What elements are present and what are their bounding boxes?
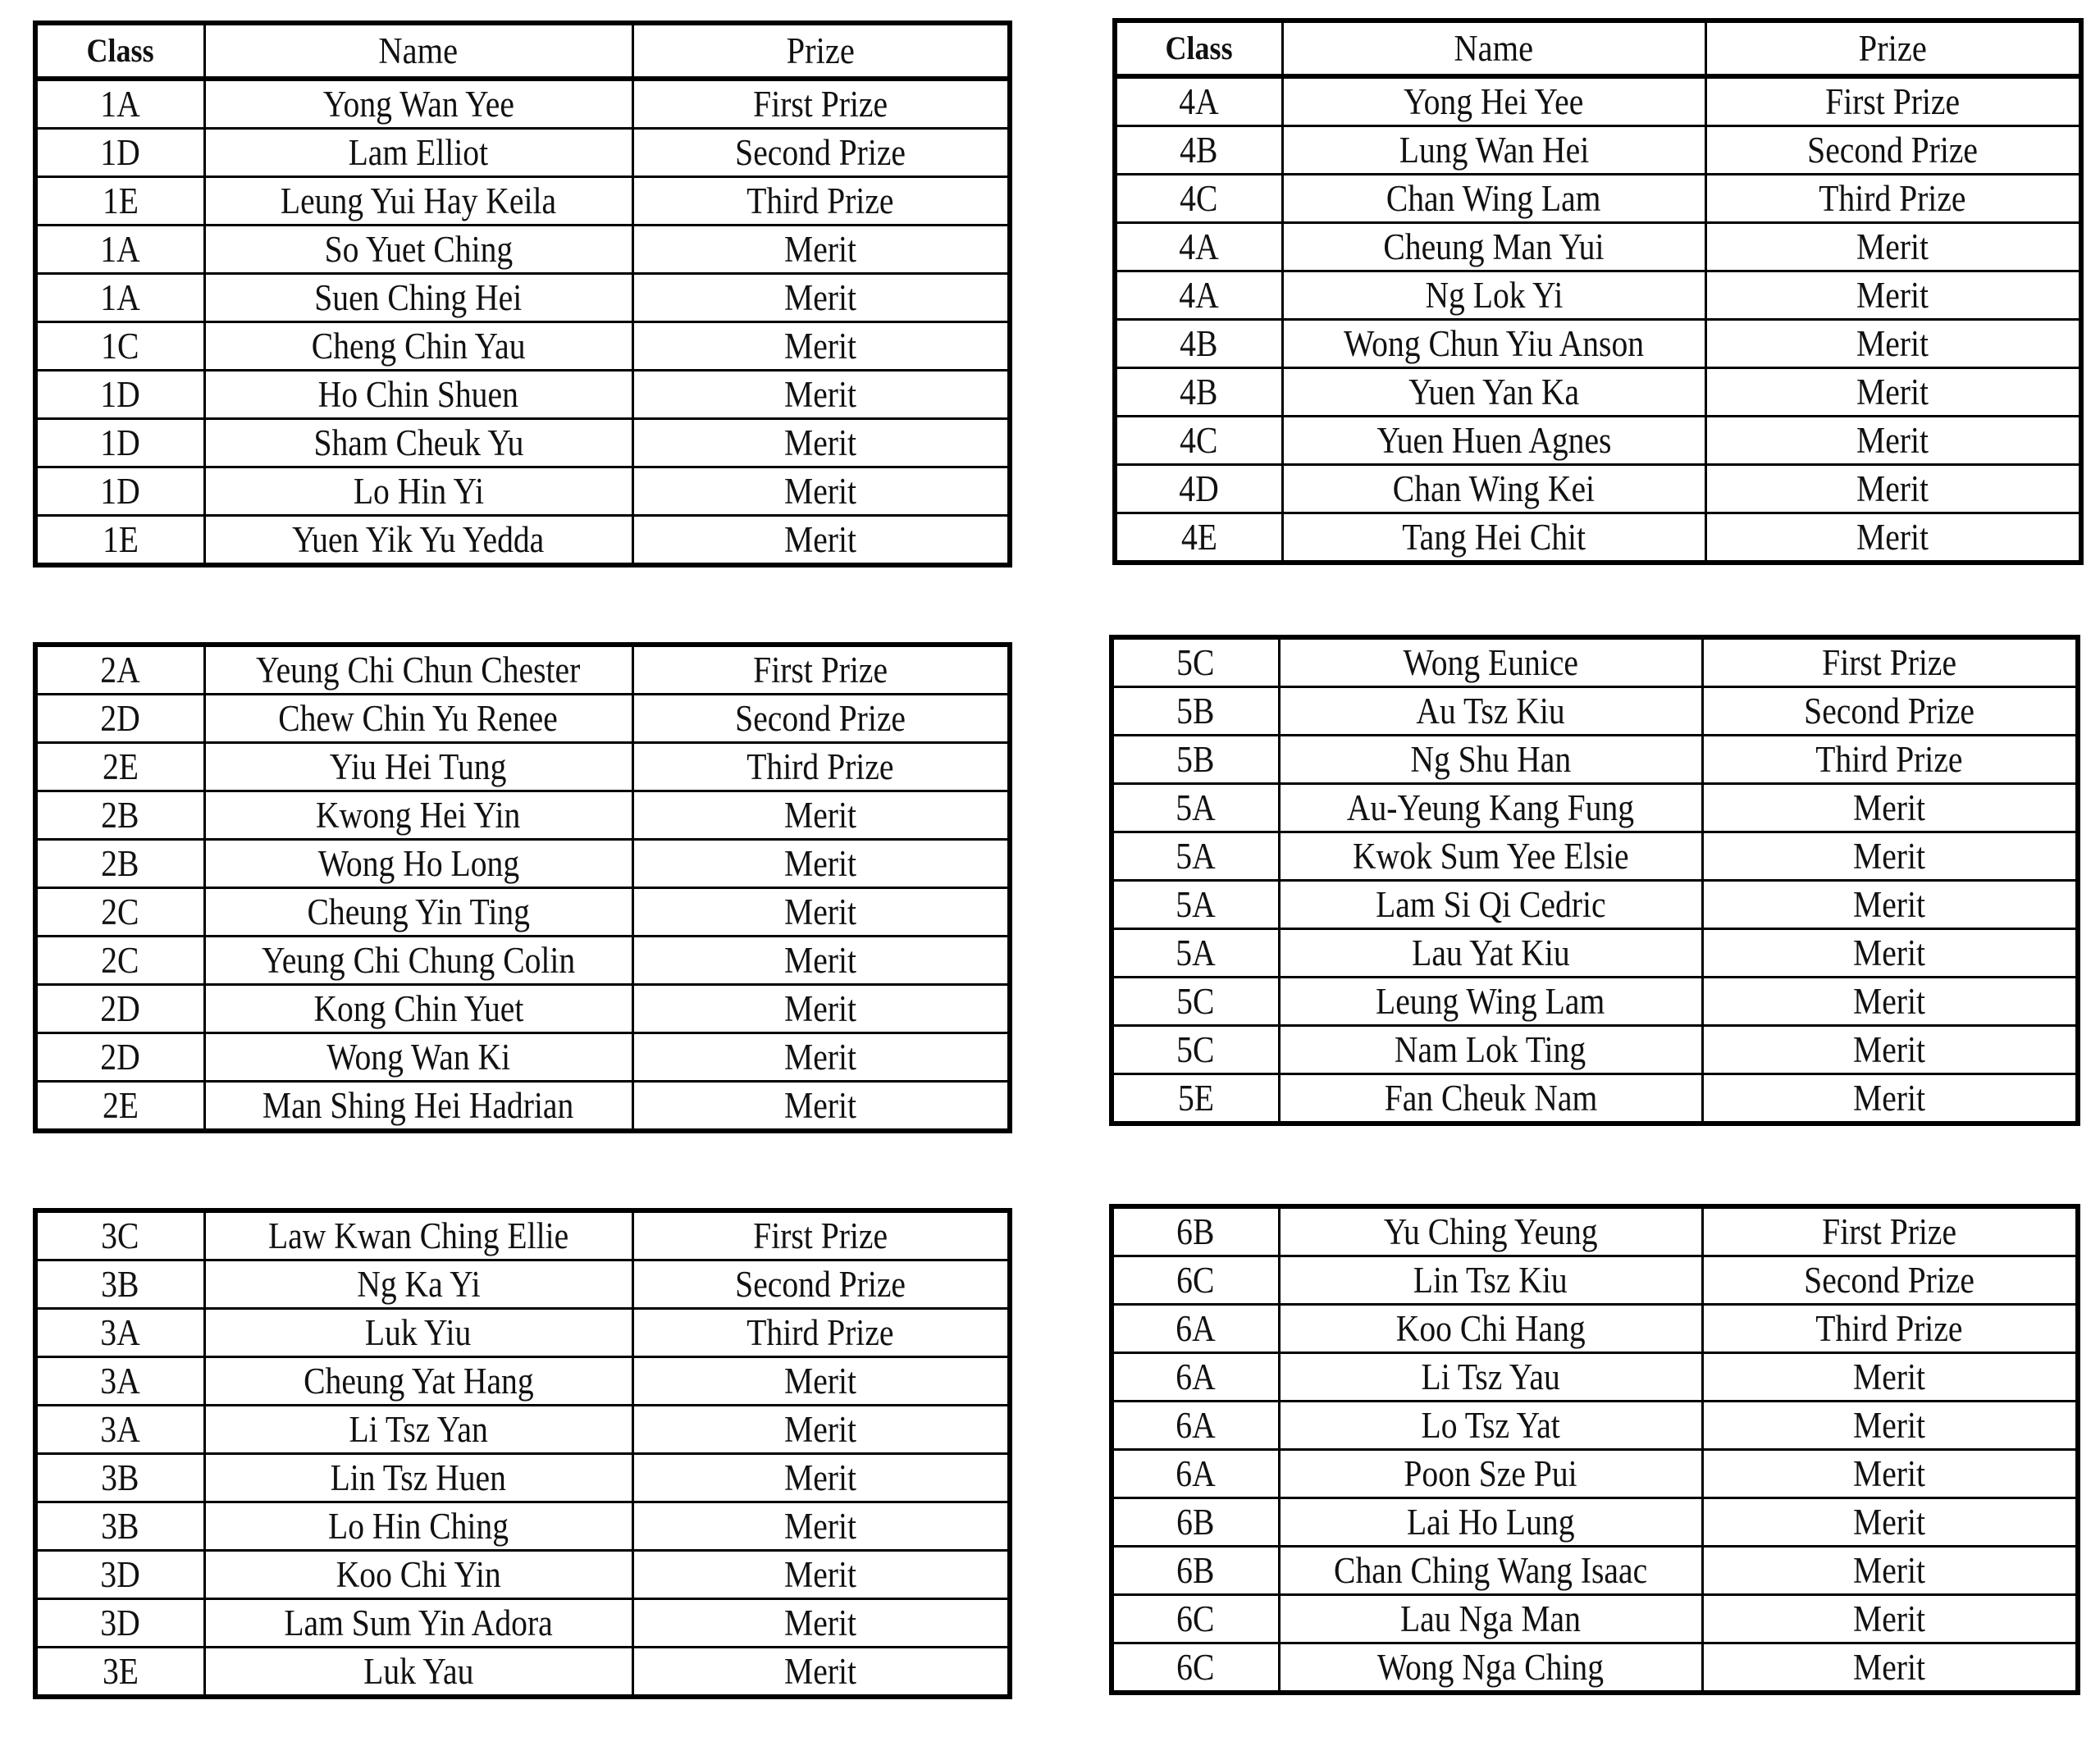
- name-cell: Ng Ka Yi: [204, 1260, 632, 1309]
- prize-cell: Merit: [632, 419, 1010, 467]
- table-row: [1112, 978, 2078, 1026]
- header-row: [35, 23, 1010, 79]
- table-row: [1112, 1643, 2078, 1693]
- class-cell: 2C: [35, 888, 204, 937]
- class-cell: 4A: [1115, 271, 1282, 320]
- class-cell: 6C: [1112, 1595, 1279, 1643]
- class-cell: 6C: [1112, 1256, 1279, 1305]
- name-cell: Fan Cheuk Nam: [1279, 1074, 1702, 1124]
- table-row: [35, 274, 1010, 322]
- table-row: [1112, 687, 2078, 736]
- name-cell: Poon Sze Pui: [1279, 1450, 1702, 1498]
- class-cell: 4B: [1115, 126, 1282, 175]
- name-cell: Lau Nga Man: [1279, 1595, 1702, 1643]
- header-row: [1115, 21, 2081, 76]
- name-cell: Leung Wing Lam: [1279, 978, 1702, 1026]
- name-cell: Wong Chun Yiu Anson: [1282, 320, 1705, 368]
- class-cell: 1A: [35, 226, 204, 274]
- class-cell: 1D: [35, 467, 204, 516]
- table-row: [35, 129, 1010, 177]
- name-cell: Ng Shu Han: [1279, 736, 1702, 784]
- name-cell: Lin Tsz Kiu: [1279, 1256, 1702, 1305]
- prize-column-header: [1705, 21, 2081, 76]
- prize-cell: Merit: [632, 1551, 1010, 1599]
- prize-cell: Merit: [632, 516, 1010, 566]
- name-cell: Lo Hin Ching: [204, 1502, 632, 1551]
- class-cell: 5A: [1112, 929, 1279, 978]
- class-cell: 2E: [35, 743, 204, 791]
- class-cell: 5A: [1112, 832, 1279, 881]
- prize-cell: Second Prize: [1702, 687, 2078, 736]
- table-body: [35, 645, 1010, 1131]
- class-cell: 2A: [35, 645, 204, 695]
- table-row: [1112, 832, 2078, 881]
- class-cell: 3B: [35, 1502, 204, 1551]
- class-cell: 4A: [1115, 76, 1282, 126]
- prize-cell: Merit: [632, 1082, 1010, 1132]
- table-row: [1112, 784, 2078, 832]
- name-cell: Lam Elliot: [204, 129, 632, 177]
- prize-cell: Merit: [1702, 1450, 2078, 1498]
- class-header-label: Class: [86, 32, 154, 69]
- table-row: [35, 516, 1010, 566]
- class-cell: 3D: [35, 1599, 204, 1648]
- prize-cell: First Prize: [632, 79, 1010, 129]
- prize-cell: Merit: [1702, 1643, 2078, 1693]
- table-row: [35, 1454, 1010, 1502]
- class-cell: 6C: [1112, 1643, 1279, 1693]
- table-row: [1115, 465, 2081, 513]
- prize-cell: Merit: [1705, 513, 2081, 563]
- table-row: [1112, 929, 2078, 978]
- table-body: [1115, 21, 2081, 563]
- table-row: [35, 1260, 1010, 1309]
- name-cell: Lo Hin Yi: [204, 467, 632, 516]
- name-cell: Suen Ching Hei: [204, 274, 632, 322]
- table-row: [35, 467, 1010, 516]
- prize-cell: Merit: [1702, 929, 2078, 978]
- prize-cell: Merit: [1705, 271, 2081, 320]
- prize-cell: Merit: [1702, 784, 2078, 832]
- table-row: [35, 1551, 1010, 1599]
- name-cell: Wong Wan Ki: [204, 1033, 632, 1082]
- class-cell: 4C: [1115, 175, 1282, 223]
- prize-cell: Merit: [632, 371, 1010, 419]
- class-cell: 1E: [35, 516, 204, 566]
- class-cell: 1D: [35, 419, 204, 467]
- name-cell: Cheung Yat Hang: [204, 1357, 632, 1406]
- prize-cell: Merit: [1702, 1353, 2078, 1402]
- prize-cell: Merit: [632, 467, 1010, 516]
- class-cell: 3B: [35, 1260, 204, 1309]
- class-cell: 2D: [35, 1033, 204, 1082]
- table-row: [1112, 1305, 2078, 1353]
- prize-cell: First Prize: [632, 645, 1010, 695]
- name-cell: Cheng Chin Yau: [204, 322, 632, 371]
- name-cell: Yu Ching Yeung: [1279, 1206, 1702, 1256]
- name-cell: Yeung Chi Chun Chester: [204, 645, 632, 695]
- table-row: [1112, 1074, 2078, 1124]
- table-row: [1115, 175, 2081, 223]
- table-row: [35, 1648, 1010, 1698]
- prize-cell: Merit: [632, 1502, 1010, 1551]
- name-cell: Koo Chi Yin: [204, 1551, 632, 1599]
- table-row: [35, 322, 1010, 371]
- name-cell: Wong Nga Ching: [1279, 1643, 1702, 1693]
- class-cell: 1E: [35, 177, 204, 226]
- prize-cell: Merit: [632, 937, 1010, 985]
- table-row: [35, 791, 1010, 840]
- table-row: [35, 1502, 1010, 1551]
- prize-cell: Merit: [1702, 978, 2078, 1026]
- table-row: [35, 1033, 1010, 1082]
- name-cell: Sham Cheuk Yu: [204, 419, 632, 467]
- table-row: [1115, 76, 2081, 126]
- class-cell: 6B: [1112, 1206, 1279, 1256]
- name-cell: Wong Ho Long: [204, 840, 632, 888]
- prize-cell: Third Prize: [632, 177, 1010, 226]
- name-cell: Au-Yeung Kang Fung: [1279, 784, 1702, 832]
- prize-cell: Merit: [632, 322, 1010, 371]
- class-cell: 5A: [1112, 881, 1279, 929]
- class-cell: 3E: [35, 1648, 204, 1698]
- prize-cell: Merit: [632, 888, 1010, 937]
- class-cell: 6A: [1112, 1402, 1279, 1450]
- class-cell: 4A: [1115, 223, 1282, 271]
- class-cell: 6A: [1112, 1450, 1279, 1498]
- prize-cell: Merit: [632, 1357, 1010, 1406]
- class-cell: 3A: [35, 1357, 204, 1406]
- table-row: [35, 937, 1010, 985]
- name-cell: Wong Eunice: [1279, 637, 1702, 687]
- prize-cell: Merit: [632, 274, 1010, 322]
- prize-cell: Merit: [1702, 1074, 2078, 1124]
- table-row: [1115, 513, 2081, 563]
- name-cell: Luk Yau: [204, 1648, 632, 1698]
- prize-cell: First Prize: [632, 1210, 1010, 1260]
- prize-cell: Merit: [1702, 1402, 2078, 1450]
- table-row: [1112, 637, 2078, 687]
- table-row: [1112, 1595, 2078, 1643]
- prize-cell: Merit: [1705, 320, 2081, 368]
- prize-cell: Third Prize: [1705, 175, 2081, 223]
- prize-cell: Second Prize: [1705, 126, 2081, 175]
- name-cell: Lau Yat Kiu: [1279, 929, 1702, 978]
- class-cell: 3D: [35, 1551, 204, 1599]
- class-cell: 2B: [35, 840, 204, 888]
- class-cell: 5B: [1112, 687, 1279, 736]
- table-row: [35, 1082, 1010, 1132]
- table-row: [35, 1210, 1010, 1260]
- prize-cell: Merit: [1705, 465, 2081, 513]
- name-cell: Chan Wing Kei: [1282, 465, 1705, 513]
- name-cell: Lin Tsz Huen: [204, 1454, 632, 1502]
- class-cell: 6A: [1112, 1305, 1279, 1353]
- name-cell: Yong Hei Yee: [1282, 76, 1705, 126]
- name-cell: Au Tsz Kiu: [1279, 687, 1702, 736]
- table-body: [1112, 1206, 2078, 1693]
- class-cell: 4B: [1115, 368, 1282, 417]
- name-cell: Yuen Yan Ka: [1282, 368, 1705, 417]
- table-row: [1115, 271, 2081, 320]
- name-cell: Ho Chin Shuen: [204, 371, 632, 419]
- table-row: [1112, 1402, 2078, 1450]
- name-cell: Lung Wan Hei: [1282, 126, 1705, 175]
- prize-cell: Merit: [632, 1599, 1010, 1648]
- table-row: [1112, 1547, 2078, 1595]
- name-cell: Kwok Sum Yee Elsie: [1279, 832, 1702, 881]
- class-cell: 5A: [1112, 784, 1279, 832]
- class-cell: 1A: [35, 274, 204, 322]
- class-cell: 5C: [1112, 637, 1279, 687]
- prize-cell: Second Prize: [1702, 1256, 2078, 1305]
- table-row: [35, 985, 1010, 1033]
- table-row: [35, 177, 1010, 226]
- name-cell: Lai Ho Lung: [1279, 1498, 1702, 1547]
- name-column-header: [204, 23, 632, 79]
- table-row: [35, 1309, 1010, 1357]
- prize-cell: Merit: [632, 1454, 1010, 1502]
- table-row: [35, 79, 1010, 129]
- class-header-label: Class: [1165, 30, 1233, 66]
- class-cell: 4D: [1115, 465, 1282, 513]
- table-row: [1112, 1026, 2078, 1074]
- class-cell: 2D: [35, 695, 204, 743]
- prize-cell: Merit: [1702, 1547, 2078, 1595]
- class-cell: 3C: [35, 1210, 204, 1260]
- class-cell: 1A: [35, 79, 204, 129]
- table-body: [1112, 637, 2078, 1124]
- prize-cell: Merit: [632, 1033, 1010, 1082]
- name-cell: Yeung Chi Chung Colin: [204, 937, 632, 985]
- class-cell: 1D: [35, 129, 204, 177]
- prize-cell: Merit: [1705, 223, 2081, 271]
- name-cell: Kwong Hei Yin: [204, 791, 632, 840]
- prize-header-label: Prize: [786, 30, 855, 71]
- table-row: [1112, 736, 2078, 784]
- prize-table-form-5: [1109, 635, 2080, 1126]
- prize-column-header: [632, 23, 1010, 79]
- prize-cell: Merit: [1702, 1026, 2078, 1074]
- table-row: [1112, 1206, 2078, 1256]
- prize-cell: Third Prize: [632, 743, 1010, 791]
- table-row: [35, 226, 1010, 274]
- table-row: [1112, 1498, 2078, 1547]
- table-row: [35, 1599, 1010, 1648]
- class-cell: 1C: [35, 322, 204, 371]
- prize-cell: Merit: [1702, 1595, 2078, 1643]
- name-cell: Luk Yiu: [204, 1309, 632, 1357]
- class-cell: 6B: [1112, 1547, 1279, 1595]
- prize-cell: Second Prize: [632, 129, 1010, 177]
- name-header-label: Name: [378, 30, 459, 71]
- table-row: [1112, 1256, 2078, 1305]
- name-cell: Yuen Huen Agnes: [1282, 417, 1705, 465]
- class-cell: 5B: [1112, 736, 1279, 784]
- table-row: [1115, 368, 2081, 417]
- class-cell: 3A: [35, 1309, 204, 1357]
- prize-cell: Merit: [1705, 368, 2081, 417]
- table-row: [1112, 1353, 2078, 1402]
- prize-cell: Third Prize: [1702, 736, 2078, 784]
- class-cell: 3A: [35, 1406, 204, 1454]
- prize-cell: Merit: [632, 1648, 1010, 1698]
- name-cell: Li Tsz Yau: [1279, 1353, 1702, 1402]
- prize-cell: First Prize: [1702, 637, 2078, 687]
- table-row: [1115, 417, 2081, 465]
- table-row: [35, 1406, 1010, 1454]
- class-column-header: [35, 23, 204, 79]
- class-cell: 5C: [1112, 1026, 1279, 1074]
- name-cell: Yuen Yik Yu Yedda: [204, 516, 632, 566]
- table-row: [35, 419, 1010, 467]
- name-cell: Leung Yui Hay Keila: [204, 177, 632, 226]
- table-row: [35, 743, 1010, 791]
- table-body: [35, 23, 1010, 565]
- class-cell: 6A: [1112, 1353, 1279, 1402]
- prize-table-form-6: [1109, 1204, 2080, 1695]
- name-column-header: [1282, 21, 1705, 76]
- name-cell: Chan Ching Wang Isaac: [1279, 1547, 1702, 1595]
- prize-cell: Third Prize: [632, 1309, 1010, 1357]
- class-cell: 2B: [35, 791, 204, 840]
- name-cell: Kong Chin Yuet: [204, 985, 632, 1033]
- table-row: [35, 695, 1010, 743]
- table-row: [1115, 126, 2081, 175]
- prize-cell: Merit: [632, 985, 1010, 1033]
- class-cell: 2D: [35, 985, 204, 1033]
- table-row: [1115, 320, 2081, 368]
- name-cell: Cheung Yin Ting: [204, 888, 632, 937]
- class-cell: 1D: [35, 371, 204, 419]
- table-row: [35, 1357, 1010, 1406]
- table-row: [35, 645, 1010, 695]
- prize-cell: First Prize: [1702, 1206, 2078, 1256]
- prize-cell: Merit: [632, 840, 1010, 888]
- table-row: [1115, 223, 2081, 271]
- name-cell: Man Shing Hei Hadrian: [204, 1082, 632, 1132]
- prize-table-form-2: [33, 642, 1012, 1133]
- class-cell: 4E: [1115, 513, 1282, 563]
- name-cell: Chew Chin Yu Renee: [204, 695, 632, 743]
- class-cell: 2E: [35, 1082, 204, 1132]
- prize-cell: Third Prize: [1702, 1305, 2078, 1353]
- table-row: [35, 840, 1010, 888]
- prize-cell: Second Prize: [632, 1260, 1010, 1309]
- name-cell: Koo Chi Hang: [1279, 1305, 1702, 1353]
- table-row: [35, 888, 1010, 937]
- class-cell: 5C: [1112, 978, 1279, 1026]
- class-cell: 4C: [1115, 417, 1282, 465]
- prize-table-form-1: [33, 21, 1012, 568]
- prize-cell: Merit: [632, 1406, 1010, 1454]
- class-cell: 6B: [1112, 1498, 1279, 1547]
- class-cell: 4B: [1115, 320, 1282, 368]
- name-cell: Yong Wan Yee: [204, 79, 632, 129]
- name-cell: Ng Lok Yi: [1282, 271, 1705, 320]
- table-row: [1112, 881, 2078, 929]
- prize-table-form-3: [33, 1208, 1012, 1699]
- name-cell: Chan Wing Lam: [1282, 175, 1705, 223]
- class-column-header: [1115, 21, 1282, 76]
- prize-cell: Merit: [632, 226, 1010, 274]
- prize-cell: First Prize: [1705, 76, 2081, 126]
- prize-cell: Merit: [632, 791, 1010, 840]
- table-row: [1112, 1450, 2078, 1498]
- prize-header-label: Prize: [1858, 27, 1927, 69]
- prize-cell: Merit: [1702, 881, 2078, 929]
- name-cell: Yiu Hei Tung: [204, 743, 632, 791]
- prize-table-form-4: [1112, 18, 2084, 565]
- prize-cell: Merit: [1702, 832, 2078, 881]
- name-cell: Lo Tsz Yat: [1279, 1402, 1702, 1450]
- prize-cell: Merit: [1702, 1498, 2078, 1547]
- name-cell: Lam Sum Yin Adora: [204, 1599, 632, 1648]
- class-cell: 2C: [35, 937, 204, 985]
- name-cell: So Yuet Ching: [204, 226, 632, 274]
- class-cell: 3B: [35, 1454, 204, 1502]
- name-header-label: Name: [1454, 27, 1534, 69]
- table-body: [35, 1210, 1010, 1697]
- name-cell: Li Tsz Yan: [204, 1406, 632, 1454]
- name-cell: Lam Si Qi Cedric: [1279, 881, 1702, 929]
- prize-cell: Merit: [1705, 417, 2081, 465]
- name-cell: Law Kwan Ching Ellie: [204, 1210, 632, 1260]
- table-row: [35, 371, 1010, 419]
- class-cell: 5E: [1112, 1074, 1279, 1124]
- name-cell: Tang Hei Chit: [1282, 513, 1705, 563]
- name-cell: Nam Lok Ting: [1279, 1026, 1702, 1074]
- prize-cell: Second Prize: [632, 695, 1010, 743]
- name-cell: Cheung Man Yui: [1282, 223, 1705, 271]
